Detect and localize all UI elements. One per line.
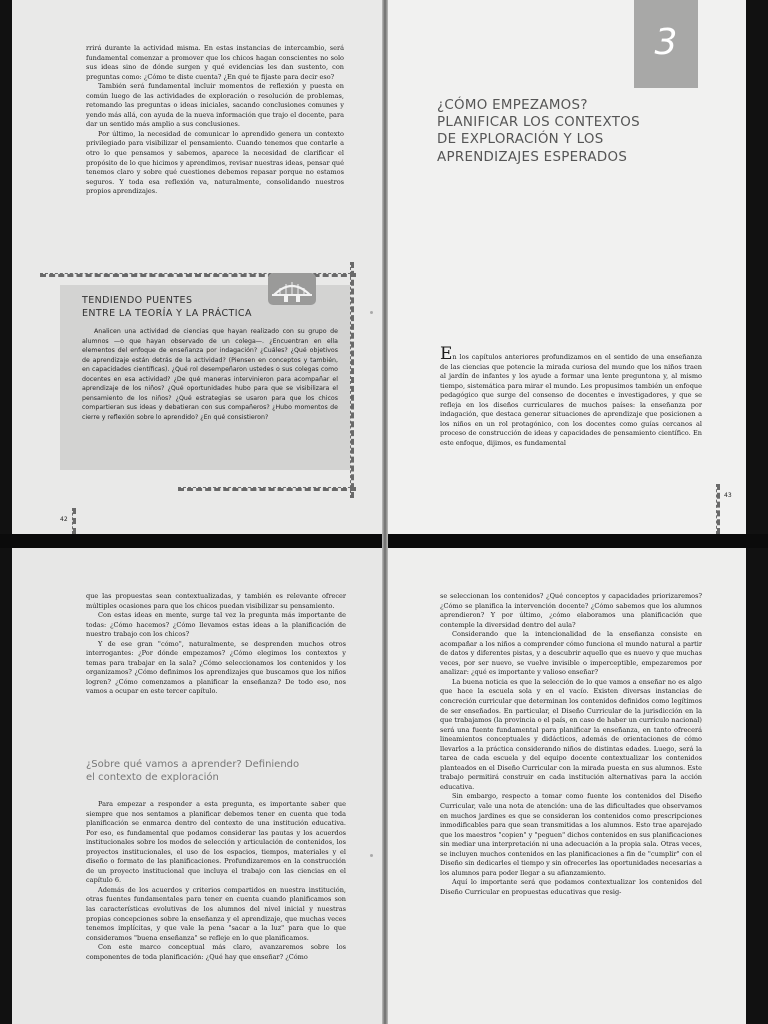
drop-cap: E bbox=[440, 344, 453, 364]
dashed-rule bbox=[350, 262, 354, 498]
section-heading-line: el contexto de exploración bbox=[86, 772, 219, 783]
page-bottom-left-body-b bbox=[86, 800, 346, 962]
bridge-icon bbox=[268, 273, 316, 305]
chapter-title bbox=[437, 97, 717, 166]
section-heading-line: ¿Sobre qué vamos a aprender? Definiendo bbox=[86, 759, 300, 770]
box-title bbox=[82, 294, 252, 320]
paragraph: rrirá durante la actividad misma. En estas instancias de intercambio, será fundamental comenzar a promover que los chicos hagan conscientes no solo sus ideas sino de dónde surgen y qué evidencias les dan sustento, con preguntas como: ¿Cómo te diste cuenta? ¿En qué te fijaste para decir eso? bbox=[86, 44, 344, 81]
page-number: 43 bbox=[724, 492, 732, 499]
box-text bbox=[82, 327, 338, 422]
chapter-title-line: DE EXPLORACIÓN Y LOS bbox=[437, 132, 604, 148]
paragraph: La buena noticia es que la selección de lo que vamos a enseñar no es algo que hace la escuela sola y en el vacío. Existen diversas instancias de concreción curricular que determinan los contenidos definidos como legítimos de ser enseñados. En particular, el Diseño Curricular de la jurisdicción en la que trabajamos (la provincia o el país, en caso de haber un currículo nacional) será una fuente fundamental para planificar la enseñanza, en tanto ofrecerá lineamientos conceptuales y didácticos, además de orientaciones de cómo llevarlos a la práctica considerando niños de distintas edades. Luego, será la tarea de cada escuela y del equipo docente contextualizar los contenidos planteados en el Diseño Curricular con la mirada puesta en sus alumnos. Este trabajo permitirá construir en cada institución alternativas para la acción educativa. bbox=[440, 677, 702, 791]
intro-text: n los capítulos anteriores profundizamos en el sentido de una enseñanza de las ciencias que potencie la mirada curiosa del mundo que los niños traen al jardín de infantes y los ayude a formar una lente preguntona y, al mismo tiempo, sistemática para mirar el mundo. Les propusimos también un enfoque pedagógico que surge del consenso de docentes e investigadores, y que se refleja en los diseños curriculares de muchos países: la enseñanza por indagación, que destaca generar situaciones de aprendizaje que posicionen a los niños en un rol protagónico, con los docentes como guías cercanos al proceso de construcción de ideas y capacidades de pensamiento científico. En este enfoque, dijimos, es fundamental bbox=[440, 353, 702, 447]
paragraph: Además de los acuerdos y criterios compartidos en nuestra institución, otras fuentes fundamentales para tener en cuenta cuando planificamos son las características evolutivas de los alumnos del nivel inicial y nuestras propias concepciones sobre la enseñanza y el aprendizaje, que muchas veces tenemos implícitas, y que vale la pena "sacar a la luz" para que lo que consideramos "buena enseñanza" se refleje en lo que planificamos. bbox=[86, 885, 346, 942]
chapter-number: 3 bbox=[654, 22, 678, 63]
paragraph: se seleccionan los contenidos? ¿Qué conceptos y capacidades priorizaremos? ¿Cómo se planifica la intervención docente? ¿Cómo sabemos que los alumnos aprendieron? Y por último, ¿cómo elaboramos una planificación que contemple la diversidad dentro del aula? bbox=[440, 592, 702, 629]
page-number: 42 bbox=[60, 516, 68, 523]
dashed-rule bbox=[72, 508, 76, 534]
paragraph: Aquí lo importante será que podamos contextualizar los contenidos del Diseño Curricular en propuestas educativas que resig- bbox=[440, 878, 702, 896]
paragraph: Para empezar a responder a esta pregunta, es importante saber que siempre que nos sentamos a planificar debemos tener en cuenta que toda planificación se enmarca dentro del contexto de una institución educativa. Por eso, es fundamental que podamos considerar las pautas y los acuerdos institucionales sobre los modos de selección y articulación de contenidos, los proyectos institucionales, el uso de los espacios, tiempos, materiales y el diseño o formato de las planificaciones. Profundizaremos en la construcción de un proyecto institucional que incluya el trabajo con las ciencias en el capítulo 6. bbox=[86, 800, 346, 885]
box-title-line: TENDIENDO PUENTES bbox=[82, 295, 193, 306]
page-bottom-right-body bbox=[440, 592, 702, 898]
paragraph: Considerando que la intencionalidad de la enseñanza consiste en acompañar a los niños a comprender cómo funciona el mundo natural a partir de datos y diferentes pistas, y a descubrir aquello que es nuevo y que muchas veces, por ser nuevo, se vuelve invisible o imperceptible, empezaremos por analizar: ¿qué es importante y valioso enseñar? bbox=[440, 630, 702, 677]
book-gutter bbox=[382, 0, 388, 1024]
page-bottom-left-body-a bbox=[86, 592, 346, 697]
box-paragraph: Analicen una actividad de ciencias que hayan realizado con su grupo de alumnos —o que hayan observado de un colega—. ¿Encuentran en ella elementos del enfoque de enseñanza por indagación? ¿Cuáles? ¿Qué objetivos de aprendizaje están detrás de la actividad? (Piensen en conceptos y también, en capacidades científicas). ¿Qué rol desempeñaron ustedes o sus colegas como docentes en esa actividad? ¿De qué maneras intervinieron para acompañar el aprendizaje de los niños? ¿Qué oportunidades hubo para que se visibilizara el pensamiento de los niños? ¿Qué estrategias se usaron para que los chicos compartieran sus ideas y debatieran con sus compañeros? ¿Hubo momentos de cierre y reflexión sobre lo aprendido? ¿En qué consistieron? bbox=[82, 328, 338, 421]
chapter-title-line: ¿CÓMO EMPEZAMOS? bbox=[437, 98, 588, 113]
paragraph: Con estas ideas en mente, surge tal vez la pregunta más importante de todas: ¿Cómo hacemos? ¿Cómo llevamos estas ideas a la planificación de nuestro trabajo con los chicos? bbox=[86, 611, 346, 639]
paragraph: Sin embargo, respecto a tomar como fuente los contenidos del Diseño Curricular, vale una nota de atención: una de las dificultades que observamos en muchos jardines es que se consideran los contenidos como prescripciones inmodificables para que sean transmitidas a los alumnos. Esto trae aparejado que los maestros "copien" y "peguen" dichos contenidos en sus planificaciones sin mediar una interpretación ni una adecuación a la propia sala. Otras veces, se incluyen muchos contenidos en las planificaciones a fin de "cumplir" con el Diseño sin dedicarles el tiempo y sin ofrecerles las oportunidades necesarias a los alumnos para poder llegar a su afianzamiento. bbox=[440, 792, 702, 877]
paragraph: Con este marco conceptual más claro, avanzaremos sobre los componentes de toda planificación: ¿Qué hay que enseñar? ¿Cómo bbox=[86, 943, 346, 961]
section-heading bbox=[86, 758, 336, 784]
paragraph: Por último, la necesidad de comunicar lo aprendido genera un contexto privilegiado para visibilizar el pensamiento. Cuando tenemos que contarle a otro lo que pensamos y sabemos, aparece la necesidad de clarificar el propósito de lo que hicimos y aprendimos, revisar nuestras ideas, pensar qué tenemos claro y sobre qué cuestiones debemos repasar porque no estamos seguros. Y toda esa reflexión va, naturalmente, consolidando nuestros propios aprendizajes. bbox=[86, 129, 344, 196]
chapter-title-line: PLANIFICAR LOS CONTEXTOS bbox=[437, 115, 640, 131]
page-42-body bbox=[86, 44, 344, 197]
chapter-title-line: APRENDIZAJES ESPERADOS bbox=[437, 149, 628, 165]
dashed-rule bbox=[178, 487, 356, 491]
dashed-rule bbox=[716, 484, 720, 534]
box-title-line: ENTRE LA TEORÍA Y LA PRÁCTICA bbox=[82, 308, 252, 319]
paragraph: que las propuestas sean contextualizadas, y también es relevante ofrecer múltiples ocasiones para que los chicos puedan visibilizar su pensamiento. bbox=[86, 592, 346, 610]
binding-hole bbox=[370, 311, 373, 314]
paragraph: También será fundamental incluir momentos de reflexión y puesta en común luego de las actividades de exploración o resolución de problemas, retomando las preguntas o ideas iniciales, sacando conclusiones comunes y yendo más allá, con ayuda de la nueva información que trajo el docente, para dar un sentido más amplio a sus conclusiones. bbox=[86, 82, 344, 129]
chapter-intro bbox=[440, 344, 702, 448]
binding-hole bbox=[370, 854, 373, 857]
paragraph: Y de ese gran "cómo", naturalmente, se desprenden muchos otros interrogantes: ¿Por dónde empezamos? ¿Cómo elegimos los contextos y temas para trabajar en la sala? ¿Cómo seleccionamos los contenidos y los organizamos? ¿Cómo definimos los aprendizajes que buscamos que los niños logren? ¿Cómo comenzamos a planificar la enseñanza? De todo eso, nos vamos a ocupar en este tercer capítulo. bbox=[86, 639, 346, 696]
